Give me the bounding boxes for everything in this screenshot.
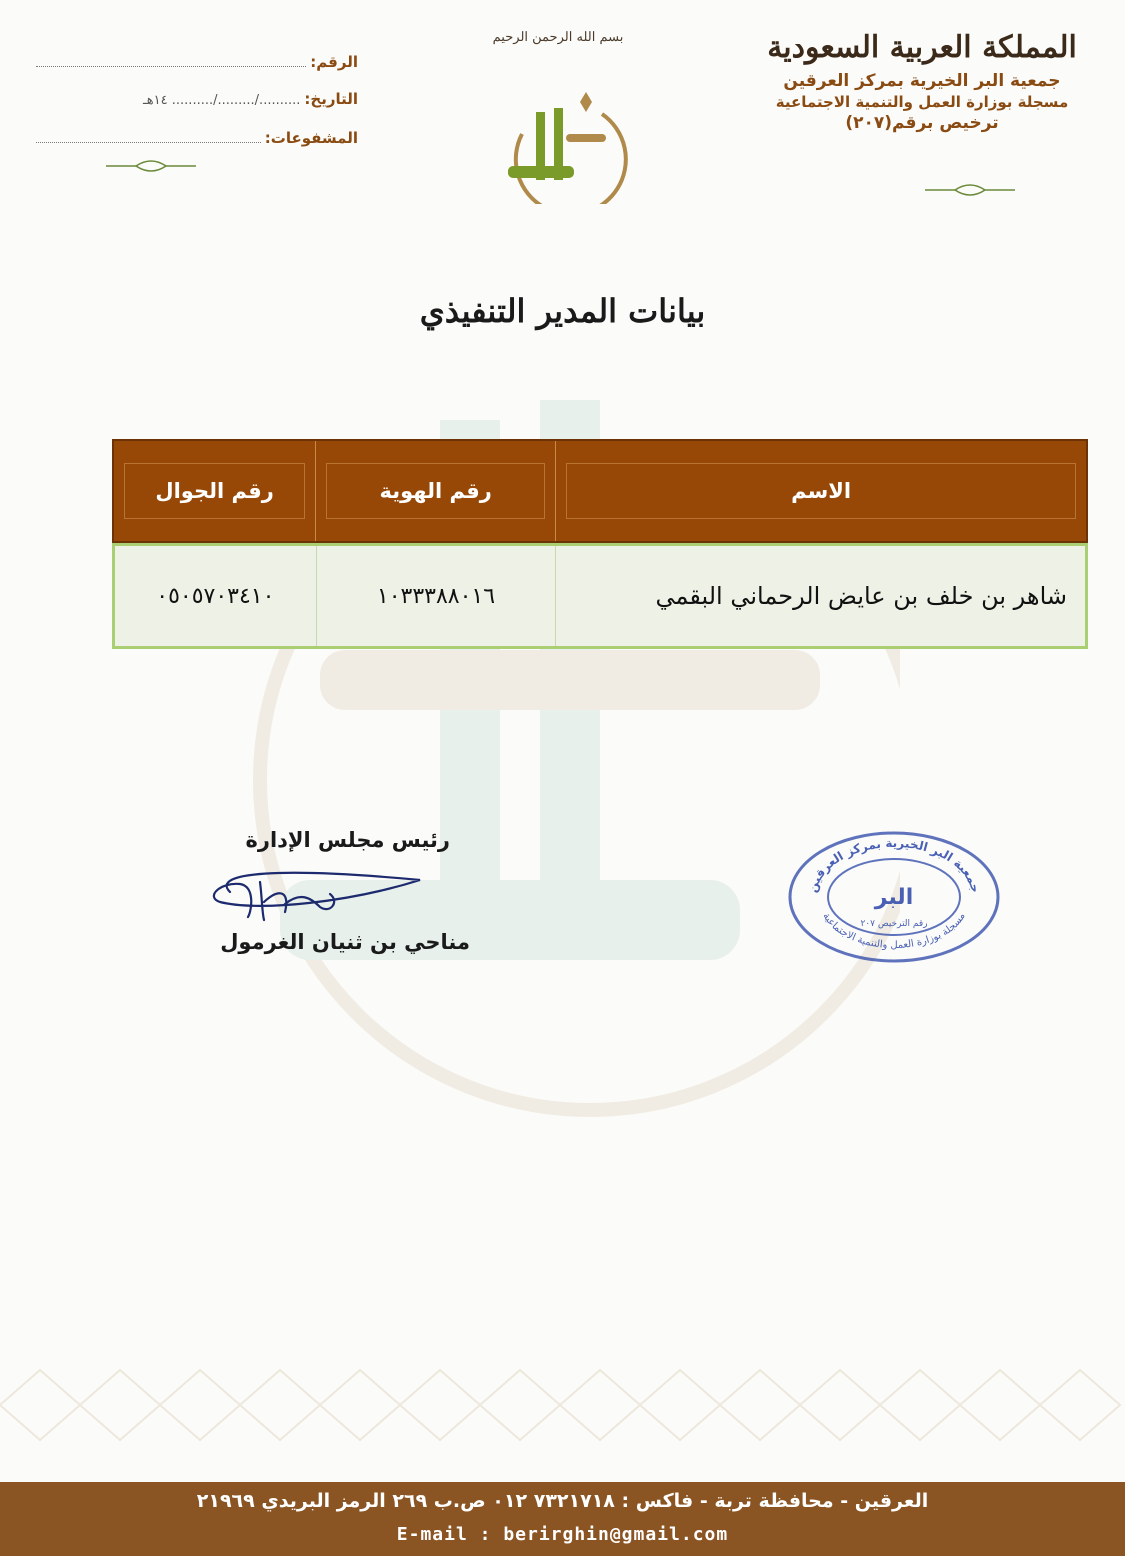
date-line[interactable]: ........../........./.......... ١٤هـ [143, 93, 301, 108]
attachments-label: المشفوعات: [264, 129, 358, 147]
decorative-pattern [0, 1330, 1125, 1480]
handwritten-signature [200, 862, 430, 932]
signatory-title: رئيس مجلس الإدارة [245, 828, 450, 852]
organization-name: جمعية البر الخيرية بمركز العرقين [783, 71, 1061, 91]
director-table [112, 439, 1088, 649]
stamp-top-text: جمعية البر الخيرية بمركز العرقين [805, 835, 983, 895]
society-logo [492, 74, 628, 204]
number-label: الرقم: [310, 53, 358, 71]
registration-text: مسجلة بوزارة العمل والتنمية الاجتماعية [775, 93, 1069, 111]
hijri-suffix: ١٤هـ [143, 93, 168, 108]
footer-bar [0, 1482, 1125, 1556]
date-label: التاريخ: [304, 90, 358, 108]
number-line[interactable] [36, 52, 306, 67]
svg-text:مسجلة بوزارة العمل والتنمية ال [820, 911, 967, 951]
ornament-divider-icon [106, 158, 196, 174]
basmala-text: بسم الله الرحمن الرحيم [492, 30, 624, 45]
footer-address: العرقين - محافظة تربة - فاكس : ٧٣٢١٧١٨ ٠١٢ ص.ب ٢٦٩ الرمز البريدي ٢١٩٦٩ [196, 1490, 929, 1512]
attachments-line[interactable] [36, 128, 261, 143]
stamp-bottom-text: مسجلة بوزارة العمل والتنمية الاجتماعية [820, 911, 968, 952]
column-header-id: رقم الهوية [315, 441, 555, 541]
page-title: بيانات المدير التنفيذي [419, 292, 706, 330]
kingdom-title: المملكة العربية السعودية [767, 30, 1077, 65]
number-field [30, 52, 358, 90]
organization-header [747, 30, 1097, 135]
official-stamp [786, 828, 1002, 966]
stamp-license-text: رقم الترخيص ٢٠٧ [860, 919, 928, 929]
footer-email[interactable]: E-mail : berirghin@gmail.com [396, 1524, 729, 1545]
date-field [30, 90, 358, 128]
license-text: ترخيص برقم(٢٠٧) [845, 113, 999, 133]
table-header-row [112, 439, 1088, 543]
reference-fields [30, 52, 358, 166]
cell-name: شاهر بن خلف بن عايض الرحماني البقمي [555, 546, 1085, 646]
column-header-phone: رقم الجوال [114, 441, 315, 541]
column-header-name: الاسم [555, 441, 1086, 541]
stamp-center-text: البر [874, 885, 914, 910]
cell-phone-number: ٠٥٠٥٧٠٣٤١٠ [156, 583, 275, 609]
ornament-divider-icon [925, 182, 1015, 198]
cell-id-number: ١٠٣٣٣٨٨٠١٦ [316, 546, 556, 646]
table-row [112, 543, 1088, 649]
signatory-name: مناحي بن ثنيان الغرمول [220, 930, 470, 954]
